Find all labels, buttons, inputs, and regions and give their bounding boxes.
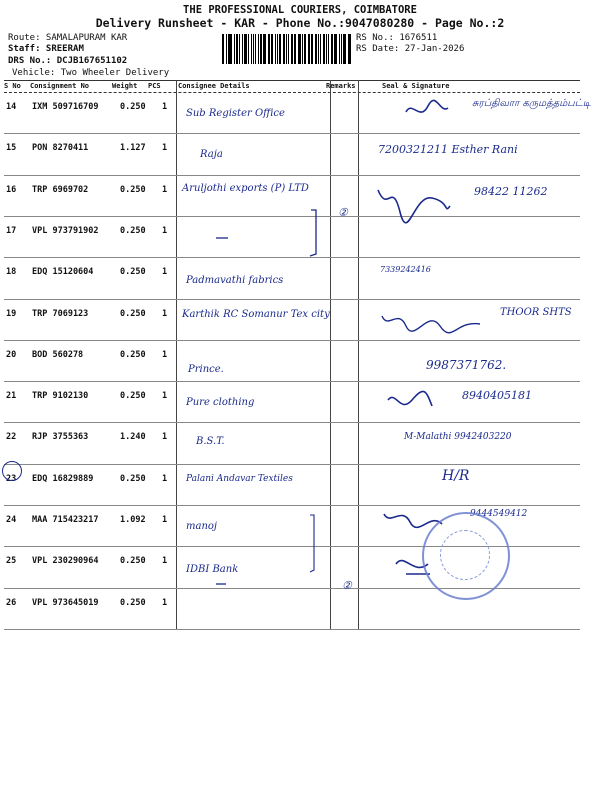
barcode-bar xyxy=(275,34,276,64)
barcode-bar xyxy=(302,34,303,64)
barcode-bar xyxy=(291,34,293,64)
col-header-consignment: Consignment No xyxy=(30,82,90,90)
row-pcs: 1 xyxy=(162,515,168,525)
signature-stroke xyxy=(382,316,480,333)
row-pcs: 1 xyxy=(162,349,168,360)
seal-stamp-inner xyxy=(440,530,490,580)
row-signature-text: 98422 11262 xyxy=(474,184,548,198)
row-sno: 17 xyxy=(6,225,17,236)
row-consignment-no: MAA 715423217 xyxy=(32,515,99,525)
row-pcs: 1 xyxy=(162,308,168,319)
row-weight: 0.250 xyxy=(120,267,146,278)
row-signature-text: 8940405181 xyxy=(462,389,532,403)
row-weight: 0.250 xyxy=(120,225,146,236)
barcode-bar xyxy=(295,34,296,64)
row-pcs: 1 xyxy=(162,391,168,402)
row-pcs: 1 xyxy=(162,597,168,608)
row-sno: 25 xyxy=(6,556,17,567)
barcode-bar xyxy=(258,34,259,64)
col-header-sno: S No xyxy=(4,82,21,90)
barcode-bar xyxy=(226,34,227,64)
barcode-bar xyxy=(286,34,287,64)
barcode-bar xyxy=(229,34,232,64)
row-sno: 14 xyxy=(6,102,17,112)
drs-label: DRS No.: DCJB167651102 xyxy=(8,56,128,66)
barcode-bar xyxy=(343,34,346,64)
barcode-bar xyxy=(328,34,329,64)
row-sno: 16 xyxy=(6,184,17,195)
barcode-bar xyxy=(334,34,335,64)
row-consignee: Raja xyxy=(200,149,223,161)
circled-row-mark xyxy=(2,461,22,481)
row-consignment-no: TRP 6969702 xyxy=(32,184,89,195)
barcode-bar xyxy=(236,34,238,64)
row-consignee: Aruljothi exports (P) LTD xyxy=(182,182,309,194)
table-top-rule xyxy=(4,80,580,81)
barcode-bar xyxy=(304,34,306,64)
remark-mark: ② xyxy=(342,579,352,592)
barcode-bar xyxy=(326,34,327,64)
row-consignment-no: TRP 7069123 xyxy=(32,308,89,319)
barcode-bar xyxy=(339,34,340,64)
row-consignee: Pure clothing xyxy=(186,397,255,409)
barcode-bar xyxy=(323,34,326,64)
barcode-bar xyxy=(294,34,295,64)
row-sno: 24 xyxy=(6,515,17,525)
row-consignee: manoj xyxy=(186,521,218,532)
row-consignment-no: VPL 230290964 xyxy=(32,556,99,567)
row-pcs: 1 xyxy=(162,556,168,567)
row-consignee: Karthik RC Somanur Tex city xyxy=(182,308,330,320)
barcode-bar xyxy=(248,34,249,64)
barcode-bar xyxy=(242,34,243,64)
barcode-bar xyxy=(271,34,273,64)
row-pcs: 1 xyxy=(162,473,168,484)
row-sno: 18 xyxy=(6,267,17,278)
company-title: THE PROFESSIONAL COURIERS, COIMBATORE xyxy=(183,4,417,16)
barcode-bar xyxy=(308,34,309,64)
rs-number: RS No.: 1676511 xyxy=(356,33,438,43)
barcode-bar xyxy=(244,34,247,64)
row-weight: 0.250 xyxy=(120,349,146,360)
row-signature-text: 7200321211 Esther Rani xyxy=(378,143,518,157)
barcode-bar xyxy=(311,34,313,64)
barcode-bar xyxy=(269,34,270,64)
row-consignment-no: EDQ 16829889 xyxy=(32,473,94,484)
col-header-seal: Seal & Signature xyxy=(382,82,450,90)
row-sno: 19 xyxy=(6,308,17,319)
row-pcs: 1 xyxy=(162,267,168,278)
staff-label: Staff: SREERAM xyxy=(8,44,84,54)
route-label: Route: SAMALAPURAM KAR xyxy=(8,33,128,43)
runsheet-title: Delivery Runsheet - KAR - Phone No.:9047080280 - Page No.:2 xyxy=(95,16,505,30)
row-sno: 15 xyxy=(6,143,17,154)
barcode-bar xyxy=(255,34,256,64)
row-pcs: 1 xyxy=(162,184,168,195)
row-consignee: Sub Register Office xyxy=(186,108,285,119)
vehicle-label: Vehicle: Two Wheeler Delivery xyxy=(12,68,170,78)
barcode-icon xyxy=(222,34,352,64)
col-header-pcs: PCS xyxy=(148,82,161,90)
remark-mark: ② xyxy=(338,206,348,219)
row-consignee: Padmavathi fabrics xyxy=(186,275,284,287)
signature-stroke xyxy=(406,100,448,112)
barcode-bar xyxy=(349,34,351,64)
signature-stroke xyxy=(388,391,432,406)
row-consignee: Palani Andavar Textiles xyxy=(186,473,293,484)
row-consignment-no: TRP 9102130 xyxy=(32,391,89,402)
row-signature-text: 9987371762. xyxy=(426,357,507,372)
row-consignment-no: BOD 560278 xyxy=(32,349,84,360)
row-consignment-no: VPL 973645019 xyxy=(32,597,99,608)
row-signature-text: 9444549412 xyxy=(470,509,528,519)
row-sno: 22 xyxy=(6,432,17,443)
barcode-bar xyxy=(251,34,252,64)
barcode-bar xyxy=(341,34,342,64)
barcode-bar xyxy=(234,34,235,64)
barcode-bar xyxy=(315,34,317,64)
barcode-bar xyxy=(348,34,349,64)
row-consignment-no: EDQ 15120604 xyxy=(32,267,94,278)
row-consignment-no: PON 8270411 xyxy=(32,143,89,154)
row-sno: 23 xyxy=(6,473,17,484)
barcode-bar xyxy=(309,34,310,64)
barcode-bar xyxy=(283,34,285,64)
barcode-bar xyxy=(222,34,224,64)
bracket-stroke xyxy=(310,210,316,256)
row-consignment-no: VPL 973791902 xyxy=(32,225,99,236)
column-divider xyxy=(358,80,359,630)
barcode-bar xyxy=(253,34,255,64)
row-weight: 0.250 xyxy=(120,597,146,608)
barcode-bar xyxy=(320,34,321,64)
row-weight: 0.250 xyxy=(120,184,146,195)
barcode-bar xyxy=(288,34,289,64)
row-weight: 0.250 xyxy=(120,556,146,567)
barcode-bar xyxy=(279,34,282,64)
row-weight: 1.240 xyxy=(120,432,146,443)
header-rule xyxy=(4,92,580,93)
barcode-bar xyxy=(228,34,229,64)
barcode-bar xyxy=(318,34,319,64)
barcode-bar xyxy=(268,34,269,64)
row-signature-text: 7339242416 xyxy=(380,265,431,275)
row-weight: 0.250 xyxy=(120,102,146,112)
row-consignee: IDBI Bank xyxy=(186,564,239,576)
row-weight: 0.250 xyxy=(120,473,146,484)
handwritten-marks xyxy=(176,180,336,620)
barcode-bar xyxy=(335,34,337,64)
rs-date: RS Date: 27-Jan-2026 xyxy=(356,44,465,54)
row-consignee: Prince. xyxy=(188,363,224,375)
row-consignment-no: RJP 3755363 xyxy=(32,432,89,443)
row-weight: 0.250 xyxy=(120,308,146,319)
col-header-consignee: Consignee Details xyxy=(178,82,250,90)
row-weight: 1.127 xyxy=(120,143,146,154)
row-sno: 20 xyxy=(6,349,17,360)
row-signature-text: சுரப்திவாா கருமத்தம்பட்டி xyxy=(472,98,591,109)
row-pcs: 1 xyxy=(162,143,168,154)
row-pcs: 1 xyxy=(162,102,168,112)
barcode-bar xyxy=(331,34,333,64)
row-weight: 1.092 xyxy=(120,515,146,525)
col-header-remarks: Remarks xyxy=(326,82,356,90)
barcode-bar xyxy=(239,34,241,64)
row-sno: 26 xyxy=(6,597,17,608)
row-signature-text: THOOR SHTS xyxy=(500,306,572,318)
barcode-bar xyxy=(260,34,262,64)
col-header-weight: Weight xyxy=(112,82,138,90)
row-pcs: 1 xyxy=(162,225,168,236)
barcode-bar xyxy=(298,34,301,64)
bracket-stroke xyxy=(310,515,314,572)
barcode-bar xyxy=(277,34,278,64)
row-consignee: B.S.T. xyxy=(196,436,225,448)
signature-stroke xyxy=(378,190,450,223)
row-signature-text: H/R xyxy=(442,467,470,484)
row-weight: 0.250 xyxy=(120,391,146,402)
row-signature-text: M-Malathi 9942403220 xyxy=(404,432,512,443)
row-consignment-no: IXM 509716709 xyxy=(32,102,99,112)
row-pcs: 1 xyxy=(162,432,168,443)
barcode-bar xyxy=(263,34,266,64)
row-sno: 21 xyxy=(6,391,17,402)
